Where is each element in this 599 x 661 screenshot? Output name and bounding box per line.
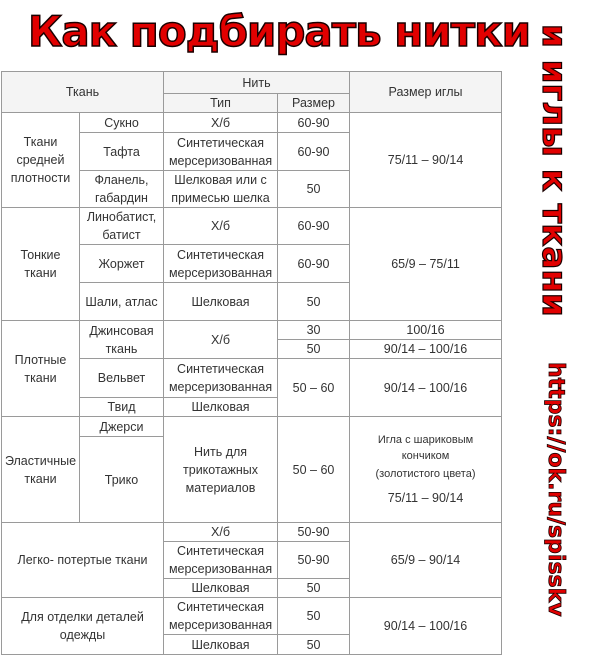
size-cell: 50 <box>278 340 350 359</box>
fabric-cell: Тафта <box>80 133 164 171</box>
group-name: Плотные ткани <box>2 321 80 417</box>
fabric-cell: Джинсовая ткань <box>80 321 164 359</box>
size-cell: 50 <box>278 171 350 208</box>
type-cell: Синтетическая мерсеризованная <box>164 542 278 579</box>
side-title: и иглы к ткани <box>534 24 574 317</box>
needle-note: (золотистого цвета) <box>375 468 476 480</box>
size-cell: 60-90 <box>278 208 350 245</box>
needle-cell: 90/14 – 100/16 <box>350 598 502 655</box>
header-fabric: Ткань <box>2 72 164 113</box>
size-cell: 50 <box>278 635 350 655</box>
type-cell: Шелковая <box>164 398 278 417</box>
needle-cell <box>350 417 502 523</box>
fabric-cell: Линобатист, батист <box>80 208 164 245</box>
size-cell: 50 <box>278 579 350 598</box>
header-type: Тип <box>164 94 278 113</box>
type-cell: Шелковая <box>164 283 278 321</box>
size-cell: 50 – 60 <box>278 417 350 523</box>
page-title: Как подбирать нитки <box>28 7 531 56</box>
fabric-cell: Фланель, габардин <box>80 171 164 208</box>
type-cell: Х/б <box>164 113 278 133</box>
fabric-cell: Сукно <box>80 113 164 133</box>
fabric-cell: Жоржет <box>80 245 164 283</box>
type-cell: Синтетическая мерсеризованная <box>164 133 278 171</box>
type-cell: Шелковая <box>164 579 278 598</box>
type-cell: Шелковая <box>164 635 278 655</box>
type-cell: Синтетическая мерсеризованная <box>164 598 278 635</box>
type-cell: Синтетическая мерсеризованная <box>164 245 278 283</box>
group-name: Ткани средней плотности <box>2 113 80 208</box>
group-name: Тонкие ткани <box>2 208 80 321</box>
fabric-cell: Джерси <box>80 417 164 437</box>
thread-needle-table <box>1 71 502 655</box>
size-cell: 30 <box>278 321 350 340</box>
type-cell: Синтетическая мерсеризованная <box>164 359 278 398</box>
fabric-cell: Трико <box>80 437 164 523</box>
fabric-cell: Шали, атлас <box>80 283 164 321</box>
size-cell: 60-90 <box>278 245 350 283</box>
needle-cell: 100/16 <box>350 321 502 340</box>
fabric-cell: Твид <box>80 398 164 417</box>
size-cell: 50 <box>278 283 350 321</box>
size-cell: 50 <box>278 598 350 635</box>
needle-cell: 65/9 – 75/11 <box>350 208 502 321</box>
size-cell: 50 – 60 <box>278 359 350 417</box>
type-cell: Шелковая или с примесью шелка <box>164 171 278 208</box>
header-size: Размер <box>278 94 350 113</box>
header-needle: Размер иглы <box>350 72 502 113</box>
needle-cell: 90/14 – 100/16 <box>350 340 502 359</box>
needle-note: Игла с шариковым кончиком <box>377 434 474 462</box>
header-thread: Нить <box>164 72 350 94</box>
type-cell: Х/б <box>164 208 278 245</box>
needle-value: 75/11 – 90/14 <box>387 491 464 505</box>
group-name: Легко- потертые ткани <box>2 523 164 598</box>
group-name: Эластичные ткани <box>2 417 80 523</box>
needle-cell: 75/11 – 90/14 <box>350 113 502 208</box>
size-cell: 60-90 <box>278 113 350 133</box>
needle-cell: 65/9 – 90/14 <box>350 523 502 598</box>
type-cell: Х/б <box>164 523 278 542</box>
fabric-cell: Вельвет <box>80 359 164 398</box>
size-cell: 60-90 <box>278 133 350 171</box>
group-name: Для отделки деталей одежды <box>2 598 164 655</box>
type-cell: Х/б <box>164 321 278 359</box>
size-cell: 50-90 <box>278 523 350 542</box>
type-cell: Нить для трикотажных материалов <box>164 417 278 523</box>
side-url: https://ok.ru/spisskv <box>543 362 568 617</box>
size-cell: 50-90 <box>278 542 350 579</box>
needle-cell: 90/14 – 100/16 <box>350 359 502 417</box>
